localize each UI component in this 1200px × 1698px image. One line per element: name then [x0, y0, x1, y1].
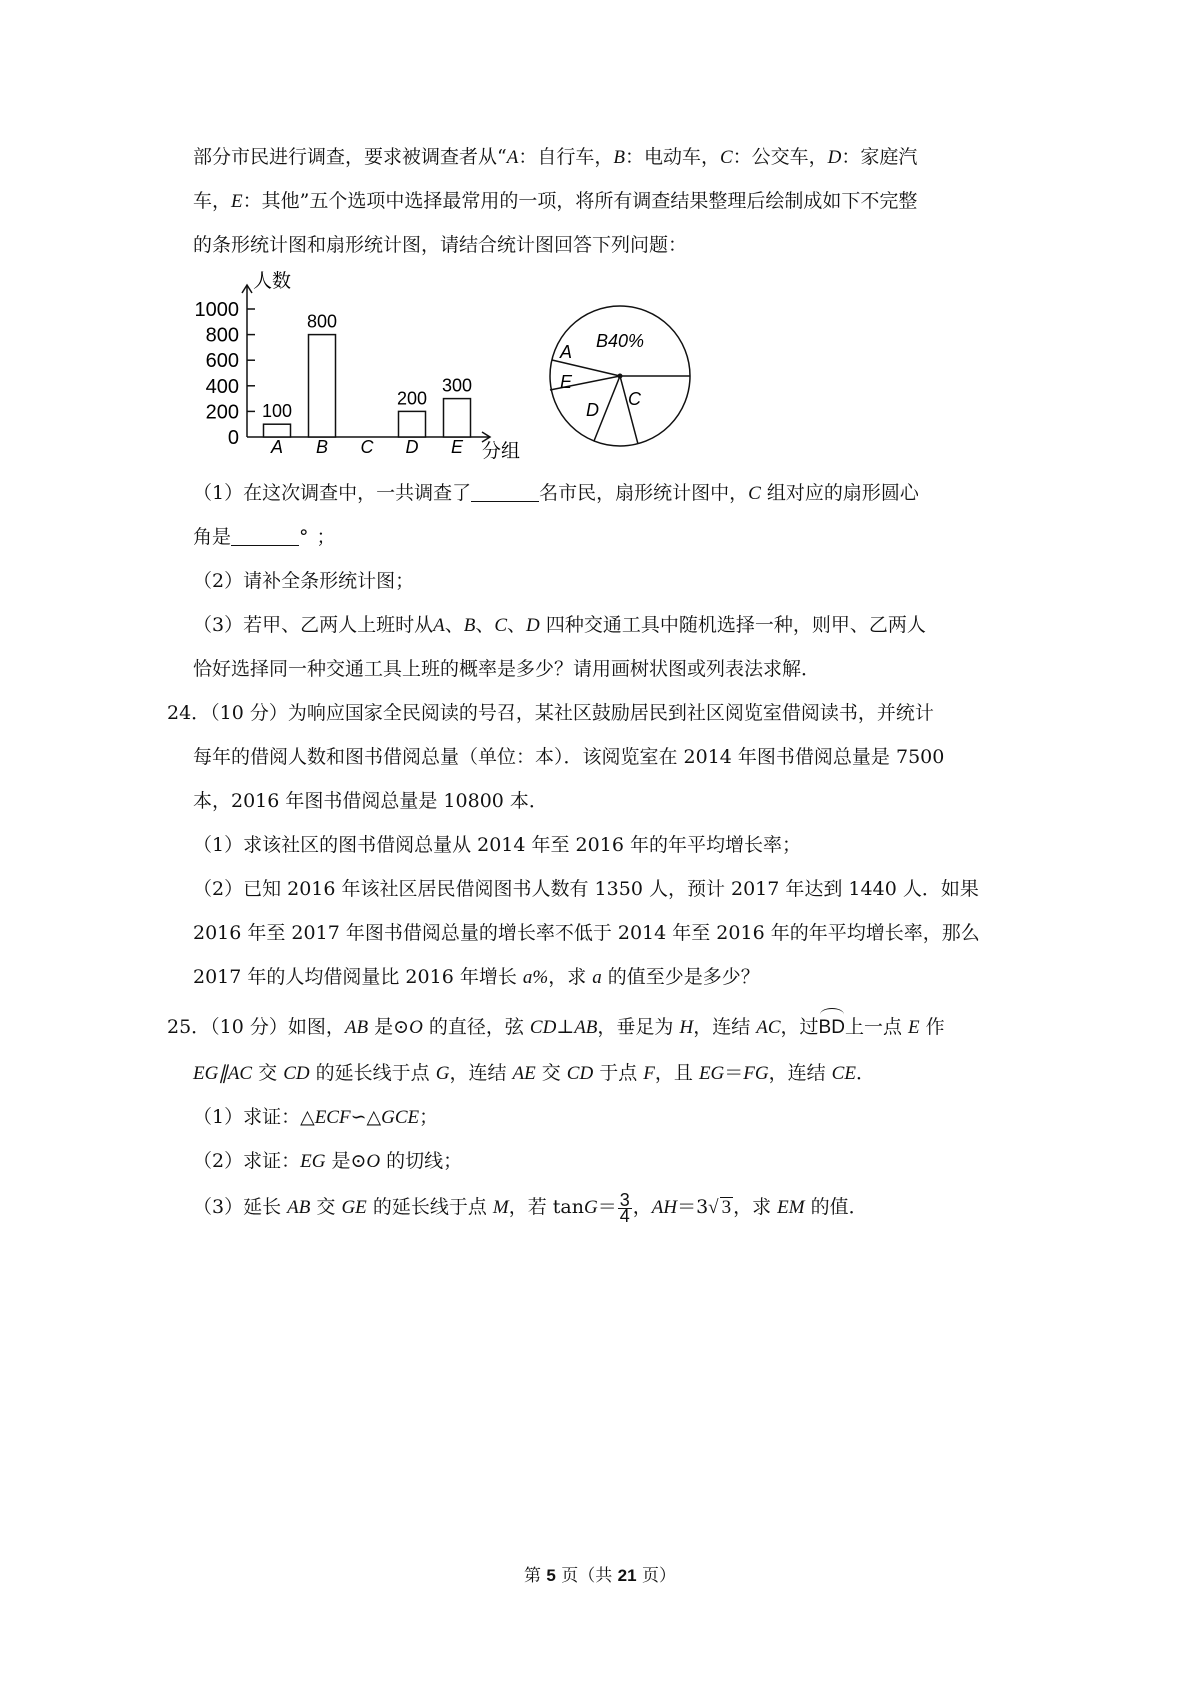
q24-part1: （1）求该社区的图书借阅总量从 2014 年至 2016 年的年平均增长率；: [193, 834, 801, 856]
intro-line-2: 车，E：其他”五个选项中选择最常用的一项，将所有调查结果整理后绘制成如下不完整: [193, 190, 918, 212]
q24-part2-end: 2017 年的人均借阅量比 2016 年增长 a%，求 a 的值至少是多少？: [193, 966, 760, 988]
arc-bd: BD: [819, 1015, 845, 1041]
answer-blank-total[interactable]: [471, 483, 539, 502]
q25-line-1: 25．（10 分）如图，AB 是⊙O 的直径，弦 CD⊥AB，垂足为 H，连结 AC，过BD上一点 E 作: [167, 1014, 945, 1041]
q23-part1-cont: 角是 ° ；: [193, 526, 336, 548]
q23-part3: （3）若甲、乙两人上班时从A、B、C、D 四种交通工具中随机选择一种，则甲、乙两人: [193, 614, 926, 636]
bar: [399, 411, 426, 437]
q23-part3-cont: 恰好选择同一种交通工具上班的概率是多少？请用画树状图或列表法求解．: [193, 658, 821, 680]
q25-part2: （2）求证：EG 是⊙O 的切线；: [193, 1150, 463, 1172]
y-tick-label: 200: [205, 401, 239, 424]
x-tick-label: E: [450, 437, 464, 457]
q24-part2-cont: 2016 年至 2017 年图书借阅总量的增长率不低于 2014 年至 2016 年的年平均增长率，那么: [193, 922, 980, 944]
q25-part1: （1）求证：△ECF∽△GCE；: [193, 1106, 439, 1128]
x-tick-label: D: [405, 437, 419, 457]
q25-part3: （3）延长 AB 交 GE 的延长线于点 M，若 tanG＝ $\frac{3}{4}$ ，AH＝3√ 3 ，求 EM 的值．: [193, 1189, 868, 1226]
y-tick-label: 600: [205, 350, 239, 373]
intro-line-3: 的条形统计图和扇形统计图，请结合统计图回答下列问题：: [193, 234, 688, 256]
pie-slice-label: C: [628, 389, 641, 409]
x-tick-label: A: [270, 437, 284, 457]
x-axis-label: 分组: [482, 441, 521, 462]
q25-line-2: EG∥AC 交 CD 的延长线于点 G，连结 AE 交 CD 于点 F，且 EG＝FG，连结 CE．: [193, 1062, 875, 1084]
q24-line-1: 24．（10 分）为响应国家全民阅读的号召，某社区鼓励居民到社区阅览室借阅读书，并统计: [167, 702, 934, 724]
pie-slice-label: D: [586, 400, 599, 420]
pie-slice-label: A: [560, 342, 573, 362]
page-footer: 第 5 页（共 21 页）: [523, 1566, 676, 1586]
x-tick-label: C: [360, 437, 374, 457]
q24-part2: （2）已知 2016 年该社区居民借阅图书人数有 1350 人，预计 2017 年达到 1440 人．如果: [193, 878, 979, 900]
pie-slice-label: E: [560, 372, 573, 392]
y-axis-label: 人数: [253, 271, 292, 292]
bar: [309, 335, 336, 437]
pie-chart: [540, 298, 700, 458]
data-label: 200: [396, 388, 428, 409]
x-tick-label: B: [315, 437, 329, 457]
y-tick-label: 1000: [194, 299, 239, 321]
fraction-three-quarters: $\frac{3}{4}$: [619, 1189, 630, 1226]
y-tick-label: 0: [227, 427, 239, 449]
bar-chart: [185, 265, 521, 465]
q23-part2: （2）请补全条形统计图；: [193, 570, 415, 592]
sqrt-three: 3: [721, 1197, 732, 1218]
y-tick-label: 800: [205, 324, 239, 347]
pie-center: [618, 374, 623, 379]
bar: [264, 424, 291, 437]
q23-part1: （1）在这次调查中，一共调查了 名市民，扇形统计图中，C 组对应的扇形圆心: [193, 482, 919, 504]
q24-line-2: 每年的借阅人数和图书借阅总量（单位：本）．该阅览室在 2014 年图书借阅总量是 7500: [193, 746, 945, 768]
pie-slice-label: B40%: [596, 331, 645, 351]
y-tick-label: 400: [205, 375, 239, 398]
q24-line-3: 本，2016 年图书借阅总量是 10800 本．: [193, 790, 548, 812]
data-label: 300: [441, 375, 473, 396]
intro-line-1: 部分市民进行调查，要求被调查者从“A：自行车，B：电动车，C：公交车，D：家庭汽: [193, 146, 918, 168]
bar: [444, 399, 471, 437]
data-label: 100: [261, 401, 293, 422]
data-label: 800: [306, 311, 338, 332]
answer-blank-angle[interactable]: [231, 527, 299, 546]
